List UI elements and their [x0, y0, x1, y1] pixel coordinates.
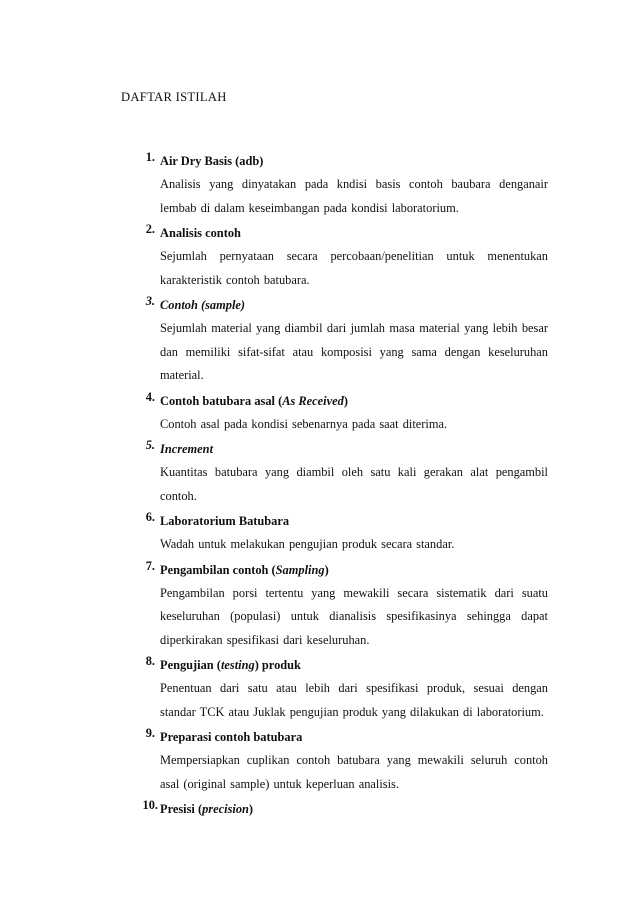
item-number: 1. [145, 150, 155, 164]
term-heading-italic: Sampling [275, 562, 325, 577]
item-number: 4. [145, 389, 155, 404]
item-number: 3. [145, 294, 155, 308]
term-heading: Preparasi contoh batubara [160, 730, 303, 744]
glossary-item [145, 558, 548, 653]
term-heading-italic: testing [220, 658, 255, 672]
term-heading-italic: precision [202, 802, 249, 816]
term-heading [160, 654, 548, 677]
glossary-item [145, 150, 548, 220]
term-heading: Analisis contoh [160, 226, 241, 240]
page-title: DAFTAR ISTILAH [121, 90, 227, 104]
glossary-list [142, 150, 548, 821]
term-definition: Penentuan dari satu atau lebih dari spesifikasi produk, sesuai dengan standar TCK atau Juklak pengujian produk yang dilakukan di laboratorium. [160, 681, 548, 719]
glossary-item [145, 389, 548, 437]
term-definition: Analisis yang dinyatakan pada kndisi basis contoh baubara denganair lembab di dalam keseimbangan pada kondisi laboratorium. [160, 177, 548, 215]
item-number: 6. [145, 510, 155, 524]
glossary-item [142, 798, 548, 821]
item-number: 5. [145, 438, 155, 452]
glossary-item [145, 294, 548, 388]
term-heading [160, 390, 548, 413]
term-definition: Contoh asal pada kondisi sebenarnya pada saat diterima. [160, 416, 448, 431]
glossary-item [145, 510, 548, 557]
term-definition: Wadah untuk melakukan pengujian produk secara standar. [160, 537, 455, 551]
item-number: 10. [142, 798, 158, 812]
term-definition: Pengambilan porsi tertentu yang mewakili secara sistematik dari suatu keseluruhan (populasi) untuk dianalisis spesifikasinya sehingga dapat diperkirakan spesifikasi dari keseluruhan. [160, 585, 548, 647]
item-number: 9. [145, 726, 155, 740]
term-heading-text: Contoh batubara asal ( [160, 393, 283, 408]
term-heading: Laboratorium Batubara [160, 514, 290, 528]
term-definition: Mempersiapkan cuplikan contoh batubara yang mewakili seluruh contoh asal (original sample) untuk keperluan analisis. [160, 753, 548, 791]
item-number: 2. [145, 222, 155, 236]
term-heading-text: Pengujian ( [160, 658, 221, 672]
glossary-item [145, 654, 548, 724]
term-definition: Kuantitas batubara yang diambil oleh satu kali gerakan alat pengambil contoh. [160, 465, 548, 503]
term-heading-text: ) produk [254, 658, 301, 672]
term-heading-text: Presisi ( [160, 802, 203, 816]
term-heading-text: Pengambilan contoh ( [160, 562, 276, 577]
term-heading-text: ) [324, 562, 329, 577]
item-number: 8. [145, 654, 155, 668]
term-heading [160, 559, 548, 582]
term-heading-text: ) [248, 802, 254, 816]
term-heading: Increment [160, 442, 214, 456]
term-heading [160, 798, 548, 821]
glossary-item [145, 726, 548, 796]
term-heading-text: ) [343, 393, 348, 408]
term-definition: Sejumlah material yang diambil dari jumlah masa material yang lebih besar dan memiliki sifat-sifat atau komposisi yang sama dengan keseluruhan material. [160, 321, 548, 382]
term-definition: Sejumlah pernyataan secara percobaan/penelitian untuk menentukan karakteristik contoh batubara. [160, 249, 548, 287]
glossary-item [145, 222, 548, 292]
glossary-item [145, 438, 548, 508]
item-number: 7. [145, 558, 155, 573]
term-heading: Contoh (sample) [160, 298, 246, 312]
term-heading: Air Dry Basis (adb) [160, 154, 264, 168]
term-heading-italic: As Received [282, 393, 344, 408]
